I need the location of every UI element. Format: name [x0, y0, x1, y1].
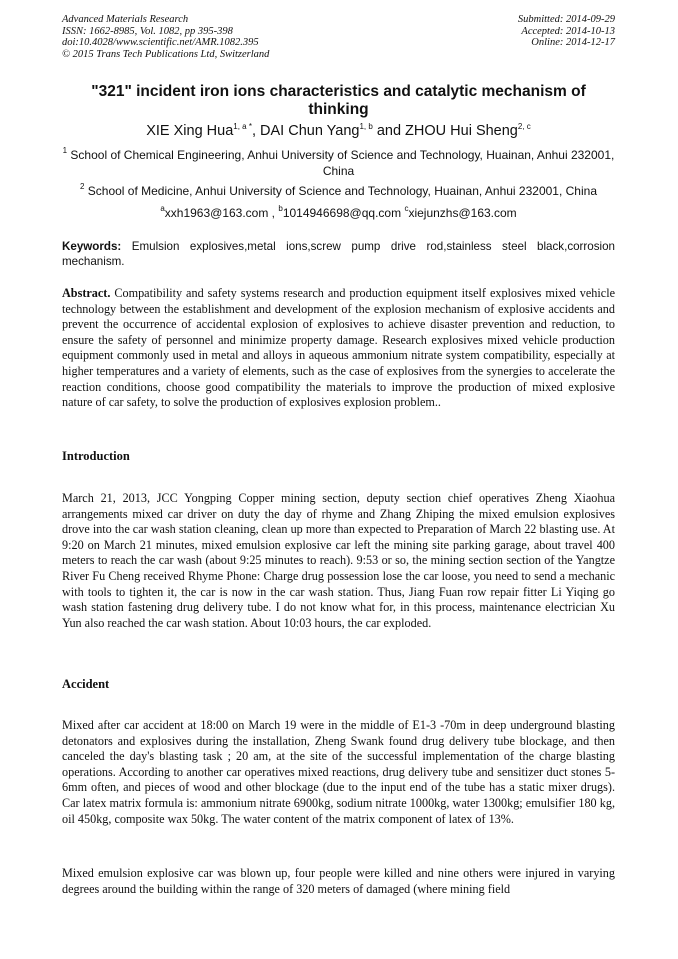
submitted-date: Submitted: 2014-09-29: [517, 14, 615, 25]
affiliation-text: School of Chemical Engineering, Anhui University of Science and Technology, Huainan, Anhui 232001, China: [67, 148, 615, 178]
doi-line: doi:10.4028/www.scientific.net/AMR.1082.395: [62, 37, 259, 49]
keywords-section: [62, 240, 615, 269]
dates-header: [518, 14, 615, 49]
affiliation-1: [62, 148, 615, 179]
email-link[interactable]: xxh1963@163.com: [164, 206, 269, 220]
author-affil-mark: 2, c: [517, 122, 531, 131]
author-list: [62, 123, 615, 140]
email-link[interactable]: xiejunzhs@163.com: [408, 206, 517, 220]
email-mark: b: [278, 204, 283, 213]
abstract-label: Abstract.: [62, 286, 111, 300]
accident-heading: Accident: [62, 677, 110, 691]
email-mark: c: [404, 204, 409, 213]
keywords-text: Emulsion explosives,metal ions,screw pump drive rod,stainless steel black,corrosion mechanism.: [62, 240, 615, 268]
author-separator: and: [372, 123, 406, 139]
accident-paragraph-1: Mixed after car accident at 18:00 on March 19 were in the middle of E1-3 -70m in deep underground blasting detonators and explosives during the installation, Zheng Swank found drug delivery tube blockage, and then canceled the day's blasting task ; 20 am, at the site of the successful implementation of the charge blasting operations. According to another car operatives mixed reactions, drug delivery tube and sensitizer duct stones 5-6mm often, and pieces of wood and other blockage (due to the input end of the tube has a static mixer drugs). Car latex matrix formula is: ammonium nitrate 6900kg, sodium nitrate 1000kg, water 1300kg; emulsifier 180 kg, oil 450kg, composite wax 50kg. The water content of the matrix component of latex of 13%.: [62, 718, 615, 826]
affiliation-mark: 1: [62, 146, 68, 155]
author-name: DAI Chun Yang: [260, 123, 360, 139]
journal-name: Advanced Materials Research: [62, 14, 189, 25]
journal-header: [62, 14, 269, 60]
online-date: Online: 2014-12-17: [531, 37, 615, 49]
abstract-text: Compatibility and safety systems research and production equipment itself explosives mixed vehicle technology between the establishment and development of the explosion mechanism of explosive accidents and prevent the occurrence of accidental explosion of explosives to achieve disaster prevention and reduction, to ensure the safety of personnel and minimize property damage. Research explosives mixed vehicle production equipment commonly used in metal and alloys in aqueous ammonium nitrate system compatibility, especially at higher temperatures and a variety of elements, such as the case of explosives from the synergies to accelerate the reaction conditions, choose good compatibility the materials to improve the production of mixed explosive nature of car safety, to solve the production of explosives explosion problem..: [62, 286, 615, 410]
accident-paragraph-2: Mixed emulsion explosive car was blown up, four people were killed and nine others were injured in varying degrees around the building within the range of 320 meters of damaged (where mining field: [62, 866, 615, 896]
affiliation-text: School of Medicine, Anhui University of Science and Technology, Huainan, Anhui 232001, China: [84, 184, 597, 198]
paper-title: "321" incident iron ions characteristics and catalytic mechanism of thinking: [91, 83, 586, 118]
author-affil-mark: 1, a *: [233, 122, 252, 131]
abstract-section: [62, 286, 615, 411]
introduction-paragraph: March 21, 2013, JCC Yongping Copper mining section, deputy section chief operatives Zheng Xiaohua arrangements mixed car driver on duty the day of rhyme and Zhang Zhiping the mixed emulsion explosives drove into the car wash station cleaning, clean up more than expected to Preparation of March 22 blasting use. At 9:20 on March 21 minutes, mixed emulsion explosive car left the mining site parking garage, about travel 400 meters to reach the car wash (about 9:25 minutes to reach). 9:53 or so, the mining section section of the Yangtze River Fu Cheng received Rhyme Phone: Charge drug possession lose the car loose, you need to send a mechanic with tools to tighten it, the car is now in the car wash station. Thus, Jiang Fuan row repair fitter Li Yiqing go wash station fastening drug delivery tube. I do not know what for, in this process, maintenance electrician Xu Yun also reached the car wash station. About 10:03 hours, the car exploded.: [62, 491, 615, 630]
accepted-date: Accepted: 2014-10-13: [521, 25, 615, 37]
author-name: ZHOU Hui Sheng: [405, 123, 518, 139]
author-emails: [62, 206, 615, 221]
email-separator: ,: [268, 206, 279, 220]
author-name: XIE Xing Hua: [146, 123, 234, 139]
email-mark: a: [160, 204, 165, 213]
introduction-heading: Introduction: [62, 449, 130, 463]
copyright-line: © 2015 Trans Tech Publications Ltd, Switzerland: [62, 48, 270, 60]
affiliation-mark: 2: [79, 182, 85, 191]
author-affil-mark: 1, b: [359, 122, 373, 131]
author-separator: ,: [251, 123, 261, 139]
keywords-label: Keywords:: [62, 240, 122, 253]
email-link[interactable]: 1014946698@qq.com: [282, 206, 402, 220]
affiliation-2: [62, 184, 615, 200]
issn-line: ISSN: 1662-8985, Vol. 1082, pp 395-398: [62, 25, 233, 37]
